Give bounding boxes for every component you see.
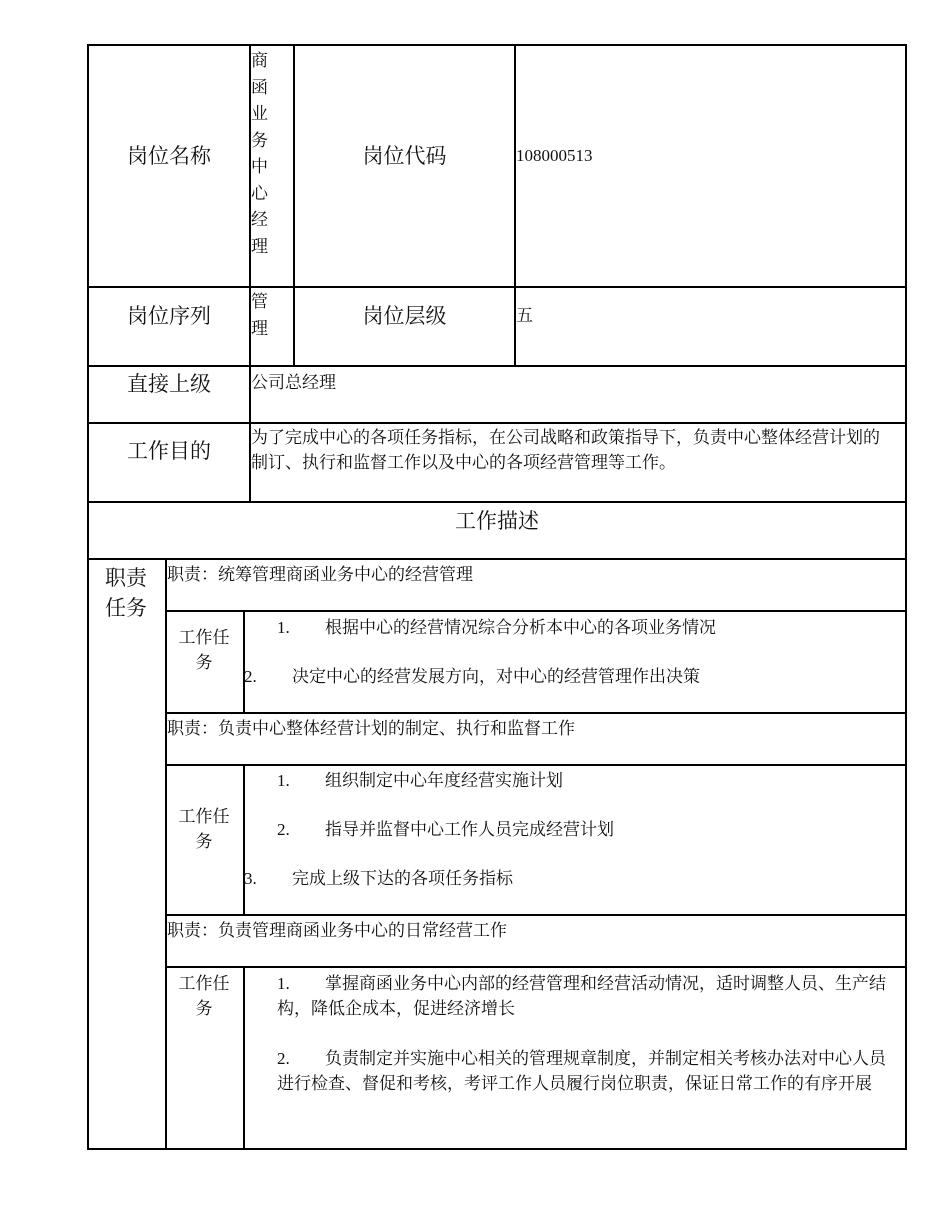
task-label: 工作任务 xyxy=(178,807,230,851)
superior-value: 公司总经理 xyxy=(251,373,336,392)
position-code-value: 108000513 xyxy=(516,146,593,165)
position-code-label: 岗位代码 xyxy=(362,144,447,168)
position-level-label: 岗位层级 xyxy=(362,304,447,328)
task-text: 组织制定中心年度经营实施计划 xyxy=(325,771,563,790)
position-series-label: 岗位序列 xyxy=(127,304,211,328)
table-border-top xyxy=(87,44,907,46)
duty-title: 职责：负责管理商函业务中心的日常经营工作 xyxy=(167,921,507,940)
table-border-left xyxy=(87,44,89,1150)
duty-title: 职责：统筹管理商函业务中心的经营管理 xyxy=(167,565,473,584)
task-number: 1. xyxy=(277,618,290,637)
task-number: 1. xyxy=(277,974,290,993)
purpose-value: 为了完成中心的各项任务指标，在公司战略和政策指导下，负责中心整体经营计划的制订、执行和监督工作以及中心的各项经营管理等工作。 xyxy=(251,428,880,472)
task-text: 指导并监督中心工作人员完成经营计划 xyxy=(325,820,614,839)
row-divider xyxy=(87,286,907,288)
task-label: 工作任务 xyxy=(178,974,230,1018)
task-item xyxy=(277,768,563,793)
col-divider xyxy=(243,966,245,1150)
row-divider xyxy=(87,558,907,560)
task-number: 1. xyxy=(277,771,290,790)
work-description-title: 工作描述 xyxy=(455,509,539,533)
position-name-label: 岗位名称 xyxy=(127,144,211,168)
col-divider xyxy=(243,610,245,713)
purpose-label: 工作目的 xyxy=(127,439,211,463)
task-item xyxy=(277,817,614,842)
task-item xyxy=(277,1046,893,1096)
row-divider xyxy=(165,914,907,916)
position-series-value: 管理 xyxy=(251,292,268,338)
task-text: 掌握商函业务中心内部的经营管理和经营活动情况，适时调整人员、生产结构，降低企成本，促进经济增长 xyxy=(277,974,886,1018)
task-text: 根据中心的经营情况综合分析本中心的各项业务情况 xyxy=(325,618,716,637)
task-item xyxy=(277,615,716,640)
task-text: 负责制定并实施中心相关的管理规章制度，并制定相关考核办法对中心人员进行检查、督促和考核，考评工作人员履行岗位职责，保证日常工作的有序开展 xyxy=(277,1049,886,1093)
task-number: 2. xyxy=(277,1049,290,1068)
task-number: 2. xyxy=(277,820,290,839)
position-level-value: 五 xyxy=(516,306,533,325)
table-border-bottom xyxy=(87,1148,907,1150)
table-border-right xyxy=(905,44,907,1150)
row-divider xyxy=(87,422,907,424)
task-text: 决定中心的经营发展方向，对中心的经营管理作出决策 xyxy=(292,667,700,686)
row-divider xyxy=(165,712,907,714)
row-divider xyxy=(87,501,907,503)
row-divider xyxy=(165,764,907,766)
task-item xyxy=(244,866,513,891)
row-divider xyxy=(87,365,907,367)
task-label: 工作任务 xyxy=(178,628,230,672)
task-item xyxy=(244,664,700,689)
row-divider xyxy=(165,610,907,612)
superior-label: 直接上级 xyxy=(127,372,211,396)
col-divider xyxy=(243,764,245,915)
col-divider xyxy=(165,558,167,1150)
task-text: 完成上级下达的各项任务指标 xyxy=(292,869,513,888)
row-divider xyxy=(165,966,907,968)
task-item xyxy=(277,971,893,1021)
duty-task-side-label: 职责任务 xyxy=(105,566,147,620)
task-number: 3. xyxy=(244,869,257,888)
task-number: 2. xyxy=(244,667,257,686)
duty-title: 职责：负责中心整体经营计划的制定、执行和监督工作 xyxy=(167,719,575,738)
position-name-value: 商函业务中心经理 xyxy=(251,51,268,256)
